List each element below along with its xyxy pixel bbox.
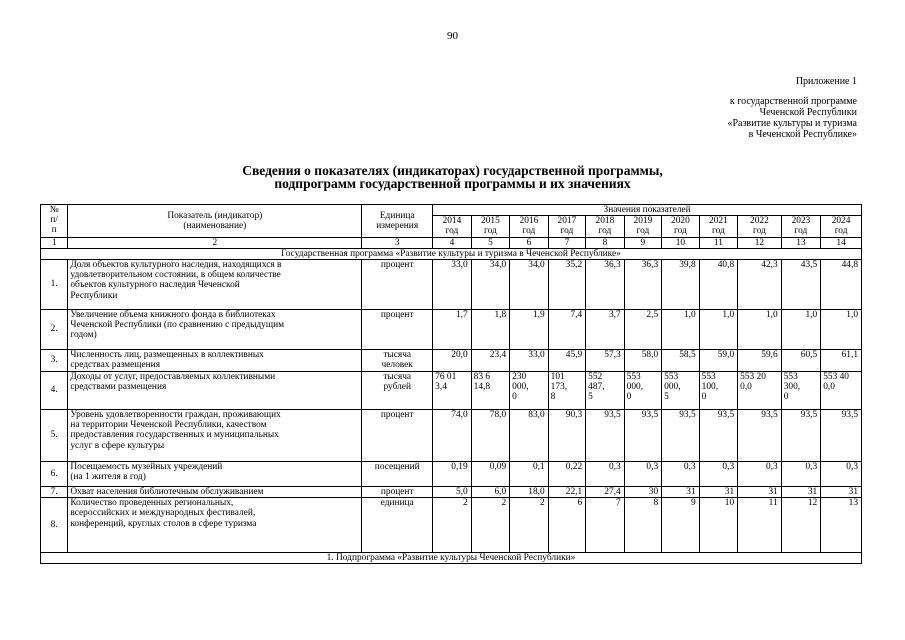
year-header: 2021 год — [699, 216, 738, 237]
column-numbers-row — [41, 237, 862, 248]
indicator-name: Доля объектов культурного наследия, находящихся в удовлетворительном состоянии, в общем количестве объектов культурного наследия Чеченской Республики — [68, 260, 362, 310]
indicator-value: 39,8 — [662, 260, 699, 310]
indicator-value: 0,09 — [471, 462, 510, 487]
indicator-value: 23,4 — [471, 350, 510, 372]
unit-of-measure: процент — [362, 410, 433, 462]
column-number: 4 — [433, 237, 472, 248]
indicator-value: 9 — [662, 498, 699, 553]
year-header: 2018 год — [586, 216, 625, 237]
indicator-value: 42,3 — [738, 260, 782, 310]
indicator-value: 0,3 — [738, 462, 782, 487]
unit-of-measure: процент — [362, 310, 433, 350]
indicator-value: 1,0 — [781, 310, 821, 350]
indicator-name: Охват населения библиотечным обслуживанием — [68, 487, 362, 498]
column-number: 14 — [821, 237, 862, 248]
indicator-name: Количество проведенных региональных, всероссийских и международных фестивалей, конференций, круглых столов в сфере туризма — [68, 498, 362, 553]
indicators-table — [40, 204, 862, 564]
indicator-value: 2,5 — [624, 310, 661, 350]
column-number: 13 — [781, 237, 821, 248]
year-header: 2020 год — [662, 216, 699, 237]
year-header: 2023 год — [781, 216, 821, 237]
year-header: 2022 год — [738, 216, 782, 237]
column-number: 11 — [699, 237, 738, 248]
column-number: 12 — [738, 237, 782, 248]
column-number: 6 — [510, 237, 549, 248]
indicator-value: 58,0 — [624, 350, 661, 372]
title-line: подпрограмм государственной программы и их значениях — [274, 176, 631, 191]
indicator-value: 553 40 0,0 — [821, 372, 862, 410]
indicator-value: 552 487, 5 — [586, 372, 625, 410]
column-number: 7 — [548, 237, 585, 248]
indicator-value: 0,3 — [662, 462, 699, 487]
indicator-value: 74,0 — [433, 410, 472, 462]
indicator-name: Посещаемость музейных учреждений (на 1 жителя в год) — [68, 462, 362, 487]
indicator-value: 31 — [738, 487, 782, 498]
indicator-value: 7 — [586, 498, 625, 553]
indicator-value: 36,3 — [624, 260, 661, 310]
indicator-value: 35,2 — [548, 260, 585, 310]
table-row — [41, 462, 862, 487]
unit-of-measure: тысяча человек — [362, 350, 433, 372]
header-unit: Единица измерения — [362, 205, 433, 238]
indicator-value: 33,0 — [510, 350, 549, 372]
table-row — [41, 498, 862, 553]
indicator-value: 22,1 — [548, 487, 585, 498]
indicator-value: 0,3 — [699, 462, 738, 487]
column-number: 3 — [362, 237, 433, 248]
indicator-value: 83,0 — [510, 410, 549, 462]
table-row — [41, 372, 862, 410]
indicator-value: 34,0 — [471, 260, 510, 310]
document-title — [0, 164, 905, 190]
appendix-line: к государственной программе — [729, 96, 857, 107]
appendix-line: в Чеченской Республике» — [748, 129, 857, 140]
section-row — [41, 553, 862, 564]
indicator-value: 1,0 — [821, 310, 862, 350]
indicator-value: 93,5 — [781, 410, 821, 462]
year-header: 2016 год — [510, 216, 549, 237]
row-number: 6. — [41, 462, 68, 487]
indicator-value: 0,19 — [433, 462, 472, 487]
header-values: Значения показателей — [433, 205, 862, 216]
indicator-value: 20,0 — [433, 350, 472, 372]
indicator-value: 30 — [624, 487, 661, 498]
indicator-value: 553 300, 0 — [781, 372, 821, 410]
indicator-value: 10 — [699, 498, 738, 553]
row-number: 7. — [41, 487, 68, 498]
indicator-value: 40,8 — [699, 260, 738, 310]
indicator-value: 1,9 — [510, 310, 549, 350]
column-number: 10 — [662, 237, 699, 248]
unit-of-measure: процент — [362, 260, 433, 310]
header-no: № п/ п — [41, 205, 68, 238]
indicator-value: 2 — [510, 498, 549, 553]
indicator-value: 31 — [662, 487, 699, 498]
indicator-value: 31 — [699, 487, 738, 498]
indicator-value: 34,0 — [510, 260, 549, 310]
indicator-name: Увеличение объема книжного фонда в библиотеках Чеченской Республики (по сравнению с предыдущим годом) — [68, 310, 362, 350]
indicator-value: 18,0 — [510, 487, 549, 498]
indicator-value: 43,5 — [781, 260, 821, 310]
indicator-value: 230 000, 0 — [510, 372, 549, 410]
row-number: 2. — [41, 310, 68, 350]
indicator-name: Доходы от услуг, предоставляемых коллективными средствами размещения — [68, 372, 362, 410]
indicator-value: 90,3 — [548, 410, 585, 462]
indicator-value: 44,8 — [821, 260, 862, 310]
indicator-value: 31 — [821, 487, 862, 498]
indicator-value: 58,5 — [662, 350, 699, 372]
column-number: 8 — [586, 237, 625, 248]
indicator-value: 1,0 — [662, 310, 699, 350]
table-row — [41, 350, 862, 372]
table-row — [41, 487, 862, 498]
indicator-value: 7,4 — [548, 310, 585, 350]
indicator-value: 57,3 — [586, 350, 625, 372]
column-number: 9 — [624, 237, 661, 248]
section-row — [41, 248, 862, 259]
title-line: Сведения о показателях (индикаторах) государственной программы, — [242, 163, 663, 178]
indicator-value: 59,0 — [699, 350, 738, 372]
unit-of-measure: тысяча рублей — [362, 372, 433, 410]
year-header: 2014 год — [433, 216, 472, 237]
indicator-name: Численность лиц, размещенных в коллективных средствах размещения — [68, 350, 362, 372]
page-number: 90 — [447, 30, 458, 42]
year-header: 2024 год — [821, 216, 862, 237]
indicator-value: 27,4 — [586, 487, 625, 498]
unit-of-measure: единица — [362, 498, 433, 553]
indicator-value: 93,5 — [624, 410, 661, 462]
column-number: 5 — [471, 237, 510, 248]
row-number: 1. — [41, 260, 68, 310]
year-header: 2015 год — [471, 216, 510, 237]
indicator-value: 12 — [781, 498, 821, 553]
indicator-value: 93,5 — [738, 410, 782, 462]
indicator-value: 6 — [548, 498, 585, 553]
indicator-value: 13 — [821, 498, 862, 553]
table-row — [41, 410, 862, 462]
year-header: 2019 год — [624, 216, 661, 237]
indicator-value: 0,1 — [510, 462, 549, 487]
appendix-label: Приложение 1 — [795, 76, 857, 87]
section-program-title: Государственная программа «Развитие культуры и туризма в Чеченской Республике» — [41, 248, 862, 259]
appendix-note — [727, 76, 857, 140]
indicator-value: 1,0 — [738, 310, 782, 350]
indicator-value: 8 — [624, 498, 661, 553]
header-indicator: Показатель (индикатор) (наименование) — [68, 205, 362, 238]
indicator-value: 33,0 — [433, 260, 472, 310]
column-number: 1 — [41, 237, 68, 248]
indicator-value: 59,6 — [738, 350, 782, 372]
indicator-value: 61,1 — [821, 350, 862, 372]
indicator-value: 93,5 — [699, 410, 738, 462]
row-number: 4. — [41, 372, 68, 410]
indicator-value: 553 20 0,0 — [738, 372, 782, 410]
table-row — [41, 260, 862, 310]
unit-of-measure: посещений — [362, 462, 433, 487]
appendix-line: «Развитие культуры и туризма — [727, 118, 857, 129]
indicator-value: 76 01 3,4 — [433, 372, 472, 410]
column-number: 2 — [68, 237, 362, 248]
indicator-value: 93,5 — [662, 410, 699, 462]
table-row — [41, 310, 862, 350]
row-number: 8. — [41, 498, 68, 553]
indicator-value: 78,0 — [471, 410, 510, 462]
indicator-value: 60,5 — [781, 350, 821, 372]
indicator-value: 101 173, 8 — [548, 372, 585, 410]
indicator-value: 6,0 — [471, 487, 510, 498]
row-number: 5. — [41, 410, 68, 462]
indicator-value: 5,0 — [433, 487, 472, 498]
indicator-value: 0,3 — [781, 462, 821, 487]
indicator-value: 1,8 — [471, 310, 510, 350]
indicator-value: 36,3 — [586, 260, 625, 310]
indicator-value: 93,5 — [586, 410, 625, 462]
indicator-value: 45,9 — [548, 350, 585, 372]
subprogram-title: 1. Подпрограмма «Развитие культуры Чеченской Республики» — [41, 553, 862, 564]
row-number: 3. — [41, 350, 68, 372]
indicator-value: 553 100, 0 — [699, 372, 738, 410]
indicator-value: 3,7 — [586, 310, 625, 350]
indicator-value: 553 000, 5 — [662, 372, 699, 410]
indicator-value: 0,3 — [624, 462, 661, 487]
indicator-name: Уровень удовлетворенности граждан, проживающих на территории Чеченской Республики, качеством предоставления государственных и муниципальных услуг в сфере культуры — [68, 410, 362, 462]
indicator-value: 2 — [471, 498, 510, 553]
header-row — [41, 205, 862, 216]
indicator-value: 0,22 — [548, 462, 585, 487]
appendix-line: Чеченской Республики — [759, 107, 857, 118]
indicator-value: 2 — [433, 498, 472, 553]
indicator-value: 1,0 — [699, 310, 738, 350]
indicator-value: 1,7 — [433, 310, 472, 350]
indicator-value: 83 6 14,8 — [471, 372, 510, 410]
indicator-value: 0,3 — [821, 462, 862, 487]
indicator-value: 553 000, 0 — [624, 372, 661, 410]
indicator-value: 31 — [781, 487, 821, 498]
indicator-value: 11 — [738, 498, 782, 553]
indicator-value: 93,5 — [821, 410, 862, 462]
indicator-value: 0,3 — [586, 462, 625, 487]
year-header: 2017 год — [548, 216, 585, 237]
unit-of-measure: процент — [362, 487, 433, 498]
